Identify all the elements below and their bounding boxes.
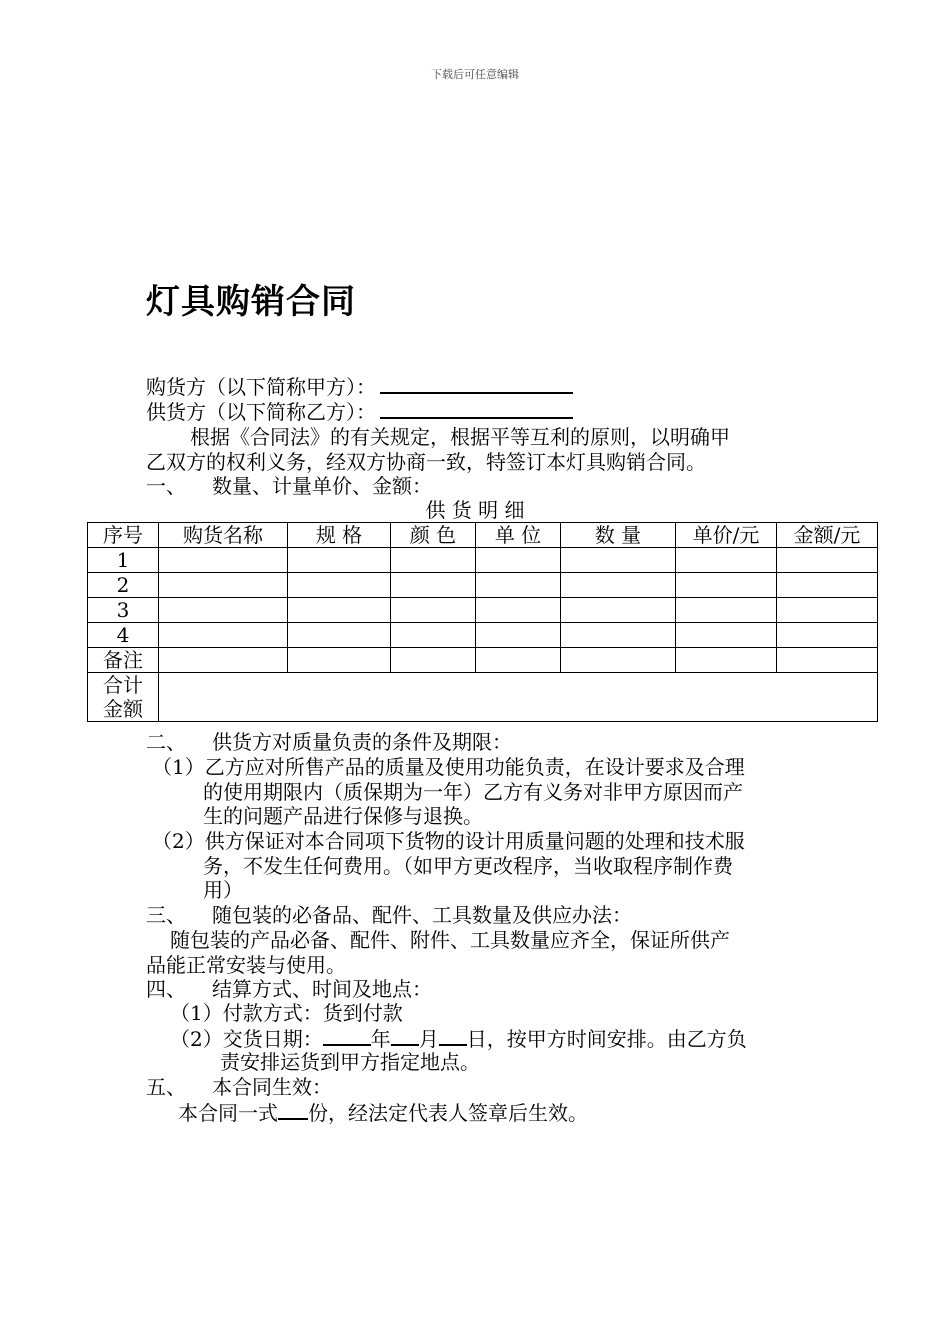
- year-blank[interactable]: [323, 1026, 371, 1046]
- col-header-index: 序号: [88, 523, 159, 548]
- cell-amount[interactable]: [777, 548, 878, 573]
- cell-color[interactable]: [391, 598, 476, 623]
- section-3-body-line-1: 随包装的产品必备、配件、附件、工具数量应齐全，保证所供产: [170, 928, 730, 952]
- cell-spec[interactable]: [288, 548, 391, 573]
- intro-line-2: 乙双方的权利义务，经双方协商一致，特签订本灯具购销合同。: [146, 450, 706, 474]
- table-row: [88, 598, 878, 623]
- col-header-unit-price: 单价/元: [676, 523, 777, 548]
- row-index: 2: [88, 573, 159, 598]
- cell-remark[interactable]: [159, 648, 288, 673]
- cell-quantity[interactable]: [561, 623, 676, 648]
- col-header-spec: 规 格: [288, 523, 391, 548]
- cell-unit-price[interactable]: [676, 573, 777, 598]
- section-2-item-1-line-3: 生的问题产品进行保修与退换。: [203, 804, 483, 828]
- section-4-title: 结算方式、时间及地点：: [212, 977, 432, 1001]
- cell-amount[interactable]: [777, 623, 878, 648]
- row-index: 1: [88, 548, 159, 573]
- copies-blank[interactable]: [278, 1100, 308, 1120]
- seller-blank[interactable]: [380, 399, 573, 419]
- col-header-unit: 单 位: [476, 523, 561, 548]
- col-header-product-name: 购货名称: [159, 523, 288, 548]
- cell-product-name[interactable]: [159, 598, 288, 623]
- document-title: 灯具购销合同: [146, 282, 356, 322]
- cell-remark[interactable]: [676, 648, 777, 673]
- cell-spec[interactable]: [288, 598, 391, 623]
- cell-remark[interactable]: [288, 648, 391, 673]
- cell-color[interactable]: [391, 573, 476, 598]
- table-row: [88, 573, 878, 598]
- section-4-item-2-line-1: [170, 1026, 747, 1051]
- cell-product-name[interactable]: [159, 623, 288, 648]
- section-2-item-1-line-2: 的使用期限内（质保期为一年）乙方有义务对非甲方原因而产: [203, 780, 743, 804]
- section-2-item-2-line-1: （2）供方保证对本合同项下货物的设计用质量问题的处理和技术服: [152, 829, 745, 853]
- cell-product-name[interactable]: [159, 573, 288, 598]
- seller-line: [146, 399, 573, 424]
- col-header-amount: 金额/元: [777, 523, 878, 548]
- day-blank[interactable]: [439, 1026, 467, 1046]
- row-index: 3: [88, 598, 159, 623]
- table-caption: 供 货 明 细: [425, 498, 525, 522]
- col-header-color: 颜 色: [391, 523, 476, 548]
- year-label: 年: [370, 1027, 391, 1051]
- cell-unit[interactable]: [476, 623, 561, 648]
- cell-spec[interactable]: [288, 573, 391, 598]
- total-row: [88, 673, 878, 722]
- month-blank[interactable]: [391, 1026, 419, 1046]
- table-row: [88, 623, 878, 648]
- section-4-number: 四、: [146, 977, 186, 1001]
- cell-unit-price[interactable]: [676, 598, 777, 623]
- section-2-number: 二、: [146, 730, 186, 754]
- cell-unit[interactable]: [476, 598, 561, 623]
- cell-remark[interactable]: [561, 648, 676, 673]
- cell-remark[interactable]: [476, 648, 561, 673]
- col-header-quantity: 数 量: [561, 523, 676, 548]
- section-2-item-2-line-3: 用）: [203, 878, 243, 902]
- total-amount-cell[interactable]: [159, 673, 878, 722]
- section-4-heading: [146, 977, 432, 1001]
- section-2-heading: [146, 730, 512, 754]
- cell-quantity[interactable]: [561, 573, 676, 598]
- seller-label: 供货方（以下简称乙方）：: [146, 400, 376, 424]
- section-5-body: [178, 1100, 588, 1125]
- section-2-item-1-line-1: （1）乙方应对所售产品的质量及使用功能负责，在设计要求及合理: [152, 755, 745, 779]
- cell-color[interactable]: [391, 548, 476, 573]
- buyer-blank[interactable]: [380, 374, 573, 394]
- cell-remark[interactable]: [391, 648, 476, 673]
- section-4-item-2-line-2: 责安排运货到甲方指定地点。: [220, 1050, 480, 1074]
- cell-quantity[interactable]: [561, 598, 676, 623]
- total-label-line-1: 合计: [103, 673, 143, 697]
- buyer-label: 购货方（以下简称甲方）：: [146, 375, 376, 399]
- section-5-title: 本合同生效：: [212, 1075, 332, 1099]
- month-label: 月: [418, 1027, 439, 1051]
- buyer-line: [146, 374, 573, 399]
- total-label: [88, 673, 159, 722]
- cell-unit-price[interactable]: [676, 623, 777, 648]
- cell-amount[interactable]: [777, 573, 878, 598]
- cell-spec[interactable]: [288, 623, 391, 648]
- remark-label: 备注: [88, 648, 159, 673]
- section-5-heading: [146, 1075, 332, 1099]
- section-3-title: 随包装的必备品、配件、工具数量及供应办法：: [212, 903, 632, 927]
- copies-label-b: 份，经法定代表人签章后生效。: [308, 1101, 588, 1125]
- section-5-number: 五、: [146, 1075, 186, 1099]
- day-label: 日，按甲方时间安排。由乙方负: [466, 1027, 747, 1051]
- section-3-heading: [146, 903, 632, 927]
- cell-unit-price[interactable]: [676, 548, 777, 573]
- intro-line-1: 根据《合同法》的有关规定，根据平等互利的原则，以明确甲: [190, 425, 730, 449]
- section-3-body-line-2: 品能正常安装与使用。: [146, 953, 346, 977]
- table-header-row: [88, 523, 878, 548]
- table-row: [88, 548, 878, 573]
- cell-unit[interactable]: [476, 548, 561, 573]
- row-index: 4: [88, 623, 159, 648]
- delivery-date-label: （2）交货日期：: [170, 1027, 323, 1051]
- section-2-title: 供货方对质量负责的条件及期限：: [212, 730, 512, 754]
- cell-remark[interactable]: [777, 648, 878, 673]
- total-label-line-2: 金额: [103, 697, 143, 721]
- section-1-heading: [146, 474, 432, 498]
- remark-row: [88, 648, 878, 673]
- cell-amount[interactable]: [777, 598, 878, 623]
- page-header: 下载后可任意编辑: [431, 68, 519, 81]
- cell-quantity[interactable]: [561, 548, 676, 573]
- section-1-title: 数量、计量单价、金额：: [212, 474, 432, 498]
- cell-unit[interactable]: [476, 573, 561, 598]
- copies-label-a: 本合同一式: [178, 1101, 278, 1125]
- section-4-item-1: （1）付款方式：货到付款: [170, 1001, 403, 1025]
- cell-color[interactable]: [391, 623, 476, 648]
- cell-product-name[interactable]: [159, 548, 288, 573]
- section-1-number: 一、: [146, 474, 186, 498]
- supply-detail-table: [87, 522, 878, 722]
- section-3-number: 三、: [146, 903, 186, 927]
- section-2-item-2-line-2: 务，不发生任何费用。（如甲方更改程序，当收取程序制作费: [203, 854, 733, 878]
